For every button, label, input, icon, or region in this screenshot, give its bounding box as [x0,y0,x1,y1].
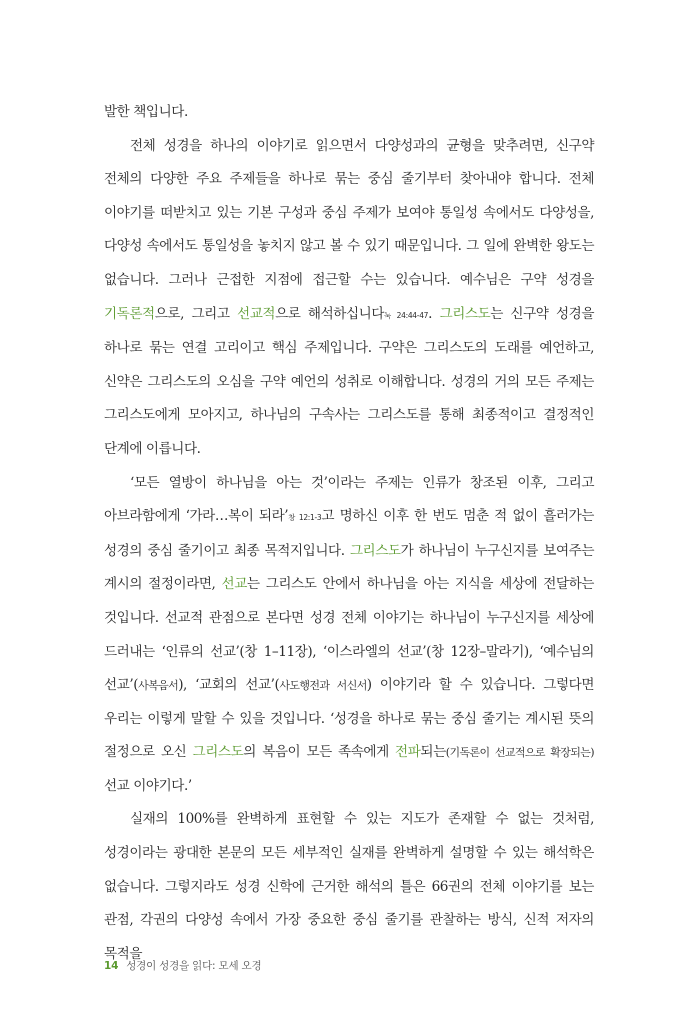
highlight-christ: 그리스도 [439,305,491,322]
small-note: 사도행전과 서신서 [279,679,367,693]
paragraph-1: 전체 성경을 하나의 이야기로 읽으면서 다양성과의 균형을 맞추려면, 신구약 전체의 다양한 주요 주제들을 하나로 묶는 중심 줄기부터 찾아내야 합니다. 전체 이야기를 떠받치고 있는 기본 구성과 중심 주제가 보여야 통일성 속에서도 다양성을, 다양성 속에서도 통일성을 놓치지 않고 볼 수 있기 때문입니다. 그 일에 완벽한 왕도는 없습니다. 그러나 근접한 지점에 접근할 수는 있습니다. 예수님은 구약 성경을 기독론적으로, 그리고 선교적으로 해석하십니다눅 24:44-47. 그리스도는 신구약 성경을 하나로 묶는 연결 고리이고 핵심 주제입니다. 구약은 그리스도의 도래를 예언하고, 신약은 그리스도의 오심을 구약 예언의 성취로 이해합니다. 성경의 거의 모든 주제는 그리스도에게 모아지고, 하나님의 구속사는 그리스도를 통해 최종적이고 결정적인 단계에 이릅니다. [104,137,595,457]
paragraph-2: ‘모든 열방이 하나님을 아는 것’이라는 주제는 인류가 창조된 이후, 그리고 아브라함에게 ‘가라…복이 되라’창 12:1-3고 명하신 이후 한 번도 멈춘 적 없이 흘러가는 성경의 중심 줄기이고 최종 목적지입니다. 그리스도가 하나님이 누구신지를 보여주는 계시의 절정이라면, 선교는 그리스도 안에서 하나님을 아는 지식을 세상에 전달하는 것입니다. 선교적 관점으로 본다면 성경 전체 이야기는 하나님이 누구신지를 세상에 드러내는 ‘인류의 선교’(창 1–11장), ‘이스라엘의 선교’(창 12장–말라기), ‘예수님의 선교’(사복음서), ‘교회의 선교’(사도행전과 서신서) 이야기라 할 수 있습니다. 그렇다면 우리는 이렇게 말할 수 있을 것입니다. ‘성경을 하나로 묶는 중심 줄기는 계시된 뜻의 절정으로 오신 그리스도의 복음이 모든 족속에게 전파되는(기독론이 선교적으로 확장되는) 선교 이야기다.’ [104,474,594,794]
paragraph-continuation: 발한 책입니다. [104,104,188,120]
running-title: 성경이 성경을 읽다: 모세 오경 [126,960,262,972]
scripture-reference: 창 12:1-3 [288,513,322,523]
highlight-christ: 그리스도 [349,542,401,559]
highlight-christ: 그리스도 [192,744,244,761]
highlight-mission: 선교 [221,576,247,593]
page-footer [104,958,261,973]
scripture-reference: 눅 24:44-47 [384,310,429,320]
small-note: (기독론이 선교적으로 확장되는) [445,746,594,760]
body-text [104,96,594,971]
highlight-proclaim: 전파 [395,744,421,761]
page-number: 14 [104,960,119,972]
small-note: 사복음서 [138,679,179,693]
highlight-missional: 선교적 [237,305,276,322]
paragraph-3: 실재의 100%를 완벽하게 표현할 수 있는 지도가 존재할 수 없는 것처럼, 성경이라는 광대한 본문의 모든 세부적인 실재를 완벽하게 설명할 수 있는 해석학은 없습니다. 그렇지라도 성경 신학에 근거한 해석의 틀은 66권의 전체 이야기를 보는 관점, 각권의 다양성 속에서 가장 중요한 중심 줄기를 관찰하는 방식, 신적 저자의 목적을 [104,811,594,962]
highlight-christological: 기독론적 [104,305,155,322]
